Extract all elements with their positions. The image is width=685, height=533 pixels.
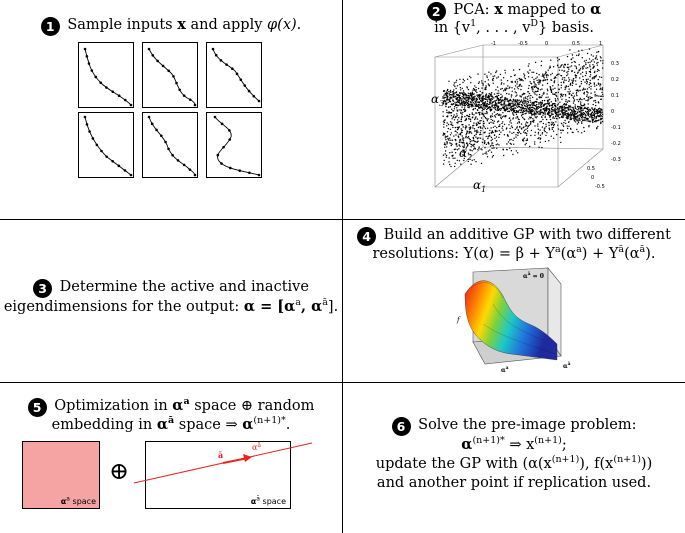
plot-label-aa: $\alpha^a$ xyxy=(501,366,509,374)
sample-point xyxy=(248,172,251,175)
sample-point xyxy=(212,48,215,51)
tick-label-right: 0 xyxy=(611,109,615,115)
panel-6-caption-line2: $\alpha^{(n+1)*}$ ⇒ $x^{(n+1)}$; xyxy=(461,435,567,453)
sample-curve xyxy=(149,49,195,105)
step-badge-5: 5 xyxy=(28,398,47,417)
sample-point xyxy=(117,165,120,168)
sample-point xyxy=(86,123,89,126)
step-badge-2: 2 xyxy=(427,2,446,21)
panel-6-caption-line3: update the GP with ($\alpha(x^{(n+1)})$, $f(x^{(n+1)})$) xyxy=(375,454,653,472)
sample-curve-plot xyxy=(142,42,198,108)
sample-point xyxy=(118,94,121,97)
sample-point xyxy=(253,95,256,98)
arrow-head xyxy=(243,454,252,462)
tick-label-right: -0.2 xyxy=(611,141,621,147)
sample-point xyxy=(152,54,155,57)
panel-2-caption-line1: 2 PCA: x mapped to α xyxy=(343,0,685,21)
sample-point xyxy=(183,164,186,167)
sample-point xyxy=(111,90,114,93)
sample-point xyxy=(84,116,87,119)
axis-label-alpha2: $\alpha_2$ xyxy=(459,146,473,162)
sample-point xyxy=(130,174,133,177)
sample-point xyxy=(194,174,197,177)
sample-point xyxy=(130,104,133,107)
sample-point xyxy=(183,94,186,97)
panel-4 xyxy=(343,220,685,382)
pca-3d-scatter xyxy=(343,37,685,219)
sample-point xyxy=(105,155,108,158)
panel-5-caption-line1: 5 Optimization in $\alpha^a$ space ⊕ random xyxy=(0,396,342,417)
tick-label-top: -1 xyxy=(491,41,496,47)
sample-curve xyxy=(213,49,259,101)
sample-point xyxy=(88,62,91,65)
sample-point xyxy=(162,65,165,68)
inactive-space-label: $\alpha^ā$ space xyxy=(250,495,286,506)
sample-point xyxy=(194,104,197,107)
sample-point xyxy=(225,63,228,66)
panel-3 xyxy=(0,220,342,382)
sample-point xyxy=(94,76,97,79)
tick-label-right: -0.3 xyxy=(611,157,621,163)
step-badge-6: 6 xyxy=(392,417,411,436)
sample-point xyxy=(177,159,180,162)
panel-4-caption-line1: 4 Build an additive GP with two different xyxy=(343,226,685,246)
tick-label-top: 0.5 xyxy=(572,41,580,47)
tick-label-right: -0.1 xyxy=(611,125,621,131)
sample-point xyxy=(96,144,99,147)
panel-1-caption: 1 Sample inputs x and apply φ(x). xyxy=(0,15,342,36)
panel-1 xyxy=(0,0,342,219)
panel-3-caption-line2: eigendimensions for the output: $\alpha = [\alpha^a$, $\alpha^ā$]. xyxy=(3,297,339,315)
sample-point xyxy=(258,174,261,177)
sample-point xyxy=(167,69,170,72)
sample-point xyxy=(100,150,103,153)
sample-point xyxy=(228,129,231,132)
panel-6-caption-line4: and another point if replication used. xyxy=(376,475,652,491)
panel-6 xyxy=(343,383,685,533)
tick-label-top: 0 xyxy=(545,41,549,47)
step-badge-3: 3 xyxy=(33,279,52,298)
panel-2-caption-line2: in {$v^1$, . . . , $v^D$} basis. xyxy=(434,18,594,36)
sample-point xyxy=(124,99,127,102)
panel-3-caption-line1: 3 Determine the active and inactive xyxy=(0,278,342,298)
oplus-symbol: ⊕ xyxy=(108,457,130,485)
sample-point xyxy=(240,78,243,81)
sample-point xyxy=(243,84,246,87)
sample-point xyxy=(111,160,114,163)
active-space-label: $\alpha^a$ space xyxy=(60,495,96,506)
sample-point xyxy=(229,167,232,170)
sample-curve-plot xyxy=(78,42,134,108)
step-badge-4: 4 xyxy=(357,227,376,246)
tick-label-top: -0.5 xyxy=(518,41,528,47)
sample-point xyxy=(231,67,234,70)
embedding-arrow xyxy=(0,383,342,533)
sample-point xyxy=(236,73,239,76)
sample-point xyxy=(167,148,170,151)
sample-point xyxy=(248,90,251,93)
sample-point xyxy=(124,169,127,172)
sample-point xyxy=(220,162,223,165)
sample-point xyxy=(178,88,181,91)
tick-label-depth: 0 xyxy=(591,175,595,181)
sample-curve xyxy=(149,117,195,175)
sample-point xyxy=(189,168,192,171)
gp-surface-plot xyxy=(343,264,685,382)
sample-curve xyxy=(85,117,131,175)
sample-point xyxy=(91,69,94,72)
tick-label-right: 0.2 xyxy=(611,77,619,83)
plot-label-abar0: $\alpha^ā = 0$ xyxy=(523,272,544,280)
arrow-label-alpha: $\alpha^ā$ xyxy=(252,442,261,452)
tick-label-depth: -0.5 xyxy=(595,184,605,190)
sample-point xyxy=(99,81,102,84)
sample-curve-plot xyxy=(142,112,198,178)
sample-point xyxy=(221,123,224,126)
sample-point xyxy=(217,154,220,157)
panel-2 xyxy=(343,0,685,219)
sample-point xyxy=(84,48,87,51)
sample-curve-plot xyxy=(78,112,134,178)
plot-label-aabar: $\alpha^ā$ xyxy=(563,362,571,370)
axis-label-alpha1: $\alpha_1$ xyxy=(473,178,487,194)
sample-point xyxy=(86,55,89,58)
sample-point xyxy=(92,137,95,140)
sample-point xyxy=(155,129,158,132)
tick-label-top: 1 xyxy=(599,41,603,47)
sample-point xyxy=(215,54,218,57)
plot-label-f: f xyxy=(457,316,460,324)
sample-curve-plot xyxy=(206,42,262,108)
sample-point xyxy=(238,169,241,172)
arrow-label-abar: ā xyxy=(218,450,224,460)
sample-point xyxy=(220,59,223,62)
tick-label-depth: 0.5 xyxy=(587,166,595,172)
sample-point xyxy=(105,86,108,89)
sample-point xyxy=(148,116,151,119)
tick-label-right: 0.3 xyxy=(611,61,619,67)
sample-curve xyxy=(85,49,131,105)
sample-point xyxy=(189,98,192,101)
sample-point xyxy=(148,48,151,51)
sample-point xyxy=(172,75,175,78)
sample-point xyxy=(222,146,225,149)
sample-point xyxy=(175,82,178,85)
sample-point xyxy=(156,60,159,63)
sample-point xyxy=(160,134,163,137)
sample-point xyxy=(88,130,91,133)
sample-point xyxy=(258,100,261,103)
sample-point xyxy=(164,141,167,144)
panel-5 xyxy=(0,383,342,533)
sample-point xyxy=(214,116,217,119)
step-badge-1: 1 xyxy=(41,17,60,36)
sample-curve-plot xyxy=(206,112,262,178)
panel-6-caption-line1: 6 Solve the pre-image problem: xyxy=(343,416,685,436)
tick-label-right: 0.1 xyxy=(611,93,619,99)
axis-label-alpha3: $\alpha_3$ xyxy=(431,92,445,108)
sample-point xyxy=(228,138,231,141)
sample-curve xyxy=(215,117,259,175)
sample-point xyxy=(151,123,154,126)
sample-point xyxy=(171,154,174,157)
panel-4-caption-line2: resolutions: $Y(\alpha) = \beta + Y^a(\alpha^a) + Y^ā(\alpha^ā)$. xyxy=(372,244,656,262)
panel-5-caption-line2: embedding in $\alpha^ā$ space ⇒ $\alpha^{(n+1)*}$. xyxy=(51,415,291,433)
